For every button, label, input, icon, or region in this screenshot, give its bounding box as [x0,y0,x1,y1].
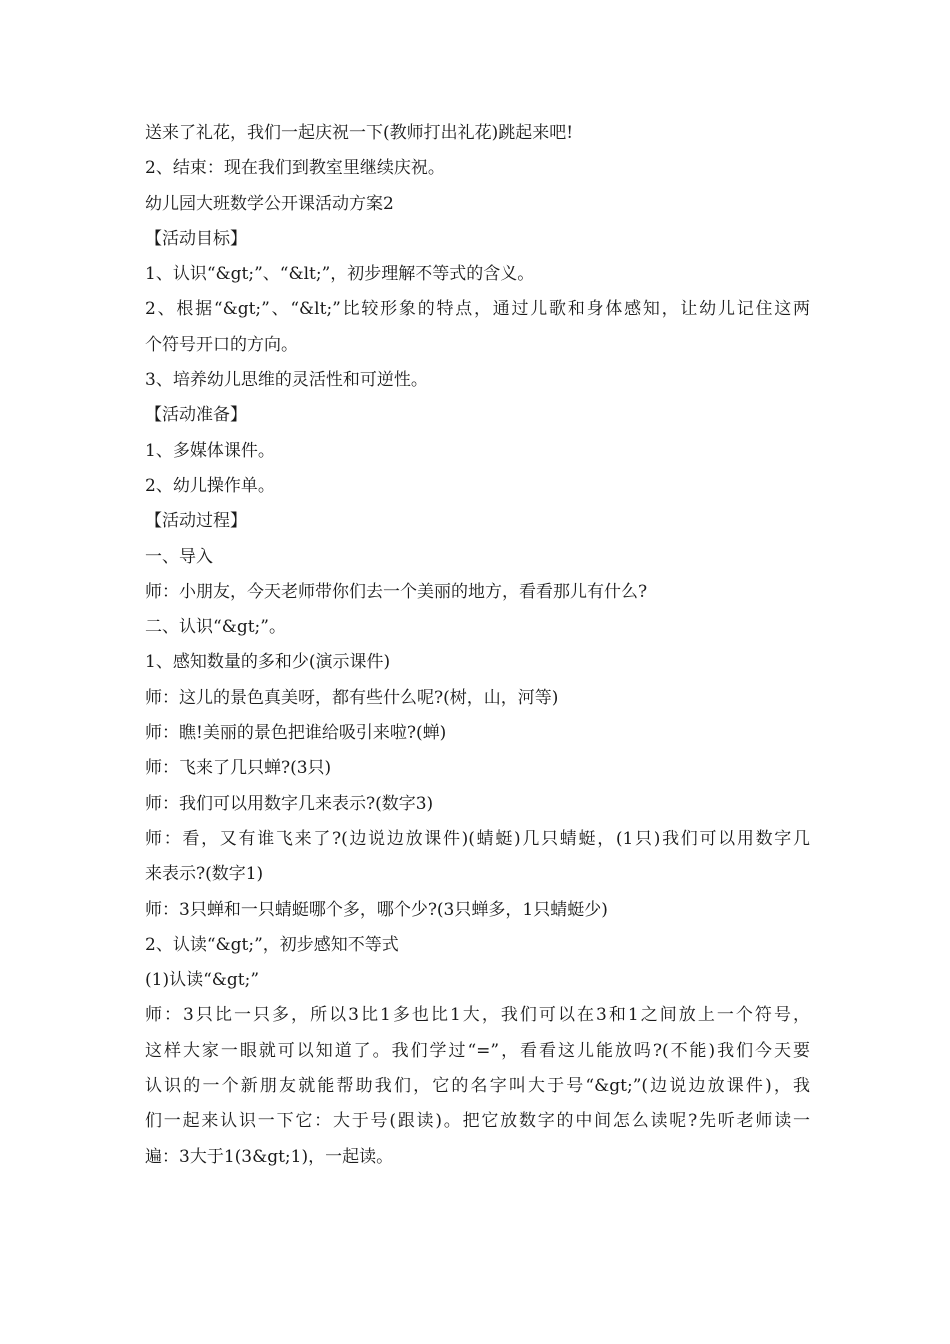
text-line: 2、结束：现在我们到教室里继续庆祝。 [145,158,445,179]
document-body [145,116,810,1175]
text-line: 2、幼儿操作单。 [145,475,275,496]
text-line: 遍：3大于1(3&gt;1)，一起读。 [145,1146,394,1167]
text-line: 个符号开口的方向。 [145,334,298,355]
text-line: 师：这儿的景色真美呀，都有些什么呢?(树，山，河等) [145,687,559,708]
text-line: 2、认读“&gt;”，初步感知不等式 [145,934,399,955]
text-line: 一、导入 [145,546,213,567]
text-line: 1、感知数量的多和少(演示课件) [145,652,391,673]
text-line: 这样大家一眼就可以知道了。我们学过“=”，看看这儿能放吗?(不能)我们今天要 [145,1040,810,1061]
text-line: 送来了礼花，我们一起庆祝一下(教师打出礼花)跳起来吧! [145,123,574,143]
text-line: 认识的一个新朋友就能帮助我们，它的名字叫大于号“&gt;”(边说边放课件)，我 [145,1076,810,1097]
section-title: 幼儿园大班数学公开课活动方案2 [145,193,394,214]
text-line: 们一起来认识一下它：大于号(跟读)。把它放数字的中间怎么读呢?先听老师读一 [145,1111,810,1132]
text-line: 3、培养幼儿思维的灵活性和可逆性。 [145,370,428,391]
text-line: 师：瞧!美丽的景色把谁给吸引来啦?(蝉) [145,723,447,744]
text-line: 师：看，又有谁飞来了?(边说边放课件)(蜻蜓)几只蜻蜓，(1只)我们可以用数字几 [145,828,810,849]
text-line: 2、根据“&gt;”、“&lt;”比较形象的特点，通过儿歌和身体感知，让幼儿记住这两 [145,299,810,320]
section-heading: 【活动目标】 [145,228,247,249]
text-line: (1)认读“&gt;” [145,970,260,991]
text-line: 师：飞来了几只蝉?(3只) [145,758,332,779]
section-heading: 【活动过程】 [145,511,247,532]
text-line: 师：小朋友，今天老师带你们去一个美丽的地方，看看那儿有什么? [145,581,648,602]
text-line: 师：3只比一只多，所以3比1多也比1大，我们可以在3和1之间放上一个符号， [145,1005,810,1026]
section-heading: 【活动准备】 [145,405,247,426]
text-line: 1、多媒体课件。 [145,440,275,461]
text-line: 1、认识“&gt;”、“&lt;”，初步理解不等式的含义。 [145,264,535,285]
text-line: 师：我们可以用数字几来表示?(数字3) [145,793,434,814]
text-line: 来表示?(数字1) [145,864,264,885]
text-line: 二、认识“&gt;”。 [145,617,286,638]
text-line: 师：3只蝉和一只蜻蜓哪个多，哪个少?(3只蝉多，1只蜻蜓少) [145,899,608,920]
